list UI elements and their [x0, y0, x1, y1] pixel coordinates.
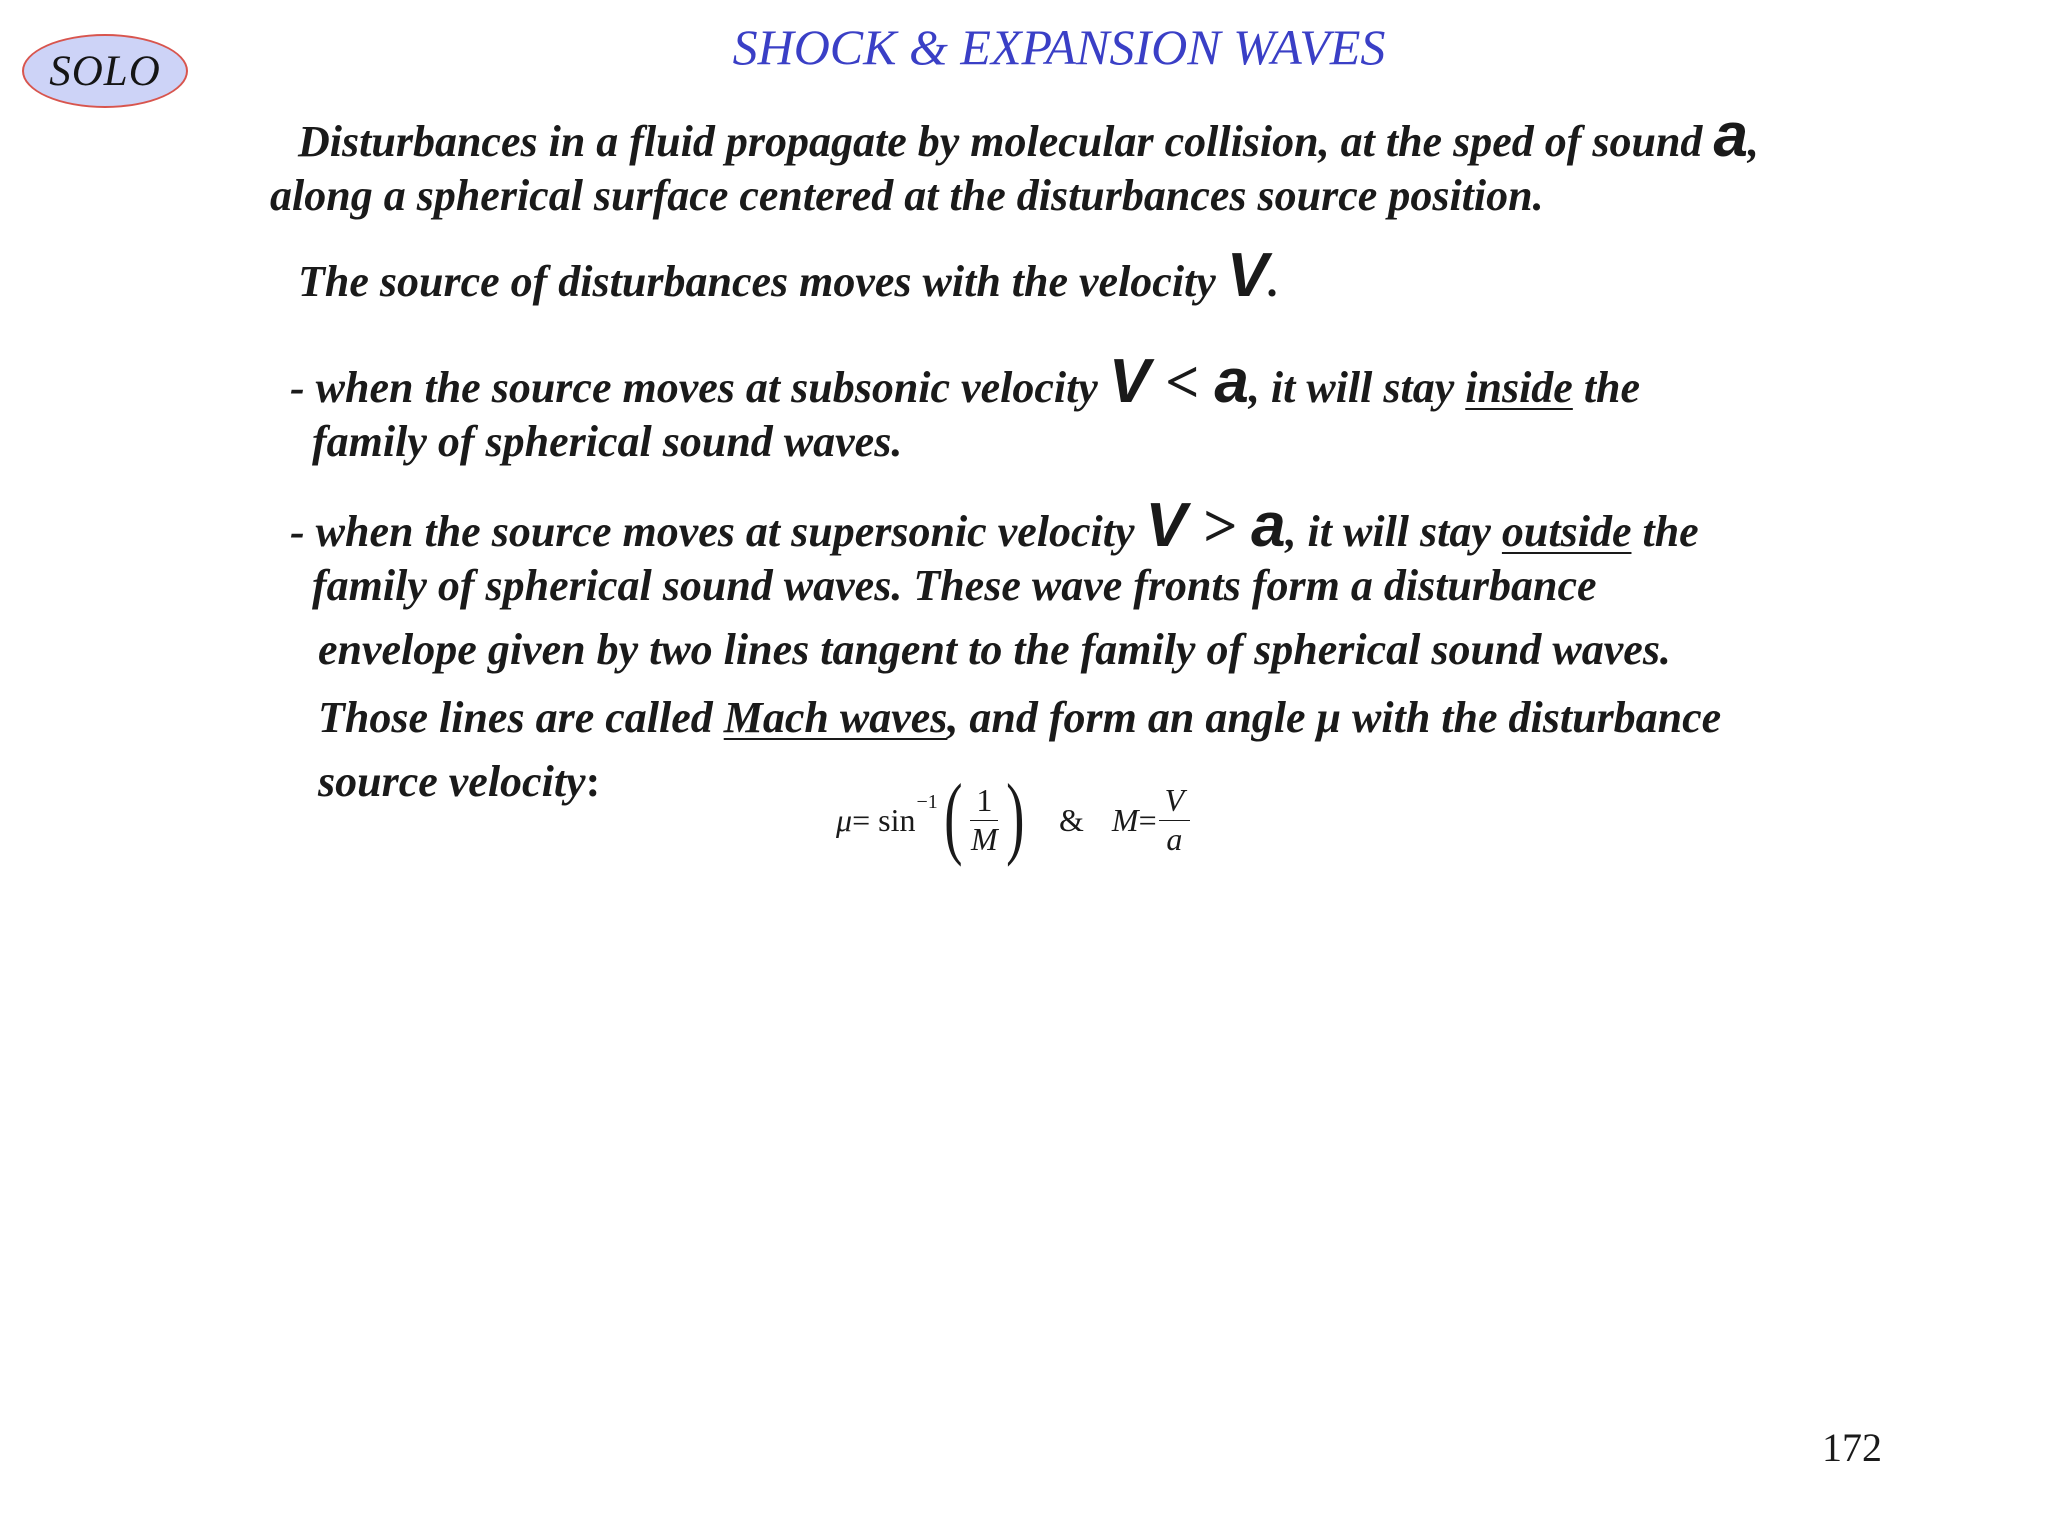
right-paren: ): [1006, 765, 1025, 867]
intro-line-3: The source of disturbances moves with the velocity V.: [298, 241, 1280, 310]
supersonic-line-2: family of spherical sound waves. These wave fronts form a disturbance: [312, 561, 1597, 610]
intro-line-2: along a spherical surface centered at the disturbances source position.: [270, 171, 1544, 220]
slide-title: SHOCK & EXPANSION WAVES: [732, 19, 1386, 75]
symbol-v: V: [1226, 241, 1269, 310]
mach-angle-formula: μ = sin −1 ( $\frac{1}{M}$ ) & M = $\frac{V}{a}$: [836, 770, 1192, 870]
intro-line-1: Disturbances in a fluid propagate by molecular collision, at the sped of sound a,: [298, 101, 1759, 170]
supersonic-line-1: - when the source moves at supersonic velocity V > a, it will stay outside the: [290, 491, 1699, 560]
fraction-1-over-m: $\frac{1}{M}$: [971, 781, 998, 857]
keyword-inside: inside: [1465, 363, 1573, 412]
fraction-v-over-a: $\frac{V}{a}$: [1159, 784, 1191, 856]
supersonic-line-4: Those lines are called Mach waves, and form an angle μ with the disturbance: [318, 693, 1722, 742]
left-paren: (: [943, 765, 963, 867]
symbol-a: a: [1713, 101, 1748, 170]
keyword-mach-waves: Mach waves: [723, 693, 948, 742]
supersonic-line-5: source velocity:: [318, 757, 601, 806]
keyword-outside: outside: [1501, 507, 1632, 556]
page-number: 172: [1822, 1425, 1882, 1470]
author-badge-label: SOLO: [49, 47, 161, 95]
subsonic-line-2: family of spherical sound waves.: [312, 417, 903, 466]
subsonic-line-1: - when the source moves at subsonic velocity V < a, it will stay inside the: [290, 347, 1641, 416]
supersonic-line-3: envelope given by two lines tangent to the family of spherical sound waves.: [318, 625, 1671, 674]
